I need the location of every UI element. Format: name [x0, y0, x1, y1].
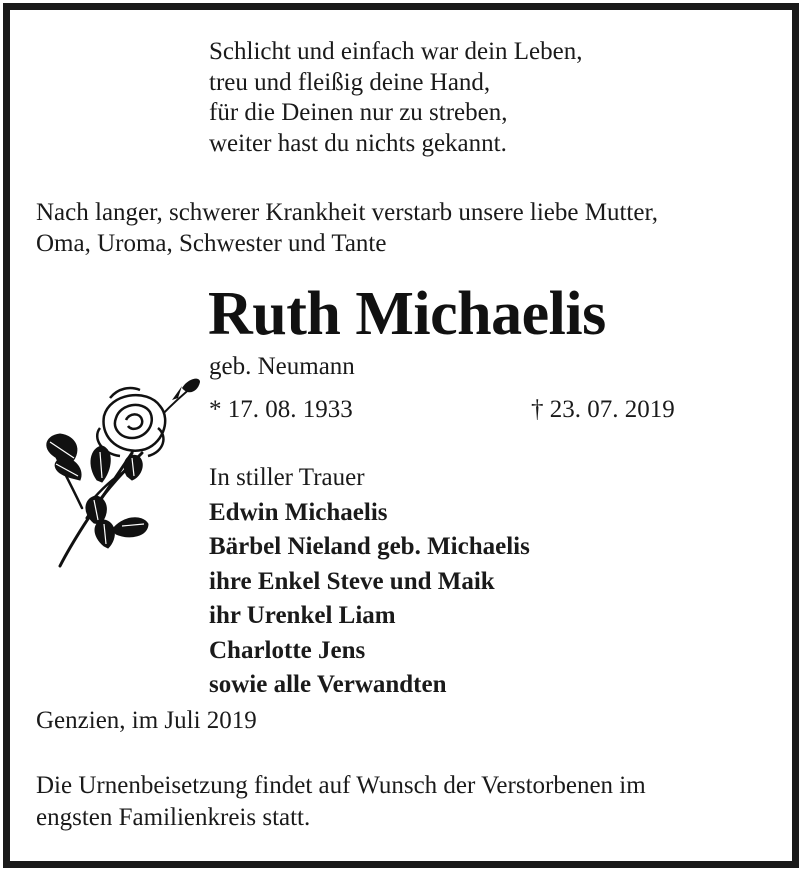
mourner-name: Charlotte Jens — [209, 636, 366, 664]
mourners-block — [209, 461, 530, 703]
notice-line: Die Urnenbeisetzung findet auf Wunsch der Verstorbenen im — [36, 772, 646, 799]
mourner-name: sowie alle Verwandten — [209, 671, 447, 698]
intro-text — [36, 197, 658, 259]
notice-line: engsten Familienkreis statt. — [36, 803, 311, 831]
burial-notice — [36, 770, 646, 833]
rose-icon — [32, 358, 202, 573]
poem — [209, 37, 582, 159]
obituary-frame — [3, 3, 799, 868]
poem-line: weiter hast du nichts gekannt. — [209, 129, 507, 157]
mourner-name: ihr Urenkel Liam — [209, 602, 396, 629]
maiden-name: geb. Neumann — [209, 353, 355, 380]
poem-line: Schlicht und einfach war dein Leben, — [209, 38, 583, 65]
deceased-name: Ruth Michaelis — [208, 280, 606, 348]
intro-line: Nach langer, schwerer Krankheit verstarb unsere liebe Mutter, — [36, 199, 659, 226]
death-date: † 23. 07. 2019 — [531, 396, 675, 423]
mourners-heading: In stiller Trauer — [209, 464, 365, 491]
birth-date: * 17. 08. 1933 — [209, 396, 353, 423]
poem-line: treu und fleißig deine Hand, — [209, 68, 491, 96]
place-date: Genzien, im Juli 2019 — [36, 707, 257, 734]
poem-line: für die Deinen nur zu streben, — [209, 99, 508, 126]
mourner-name: Edwin Michaelis — [209, 498, 388, 526]
mourner-name: Bärbel Nieland geb. Michaelis — [209, 533, 530, 560]
mourner-name: ihre Enkel Steve und Maik — [209, 567, 495, 595]
intro-line: Oma, Uroma, Schwester und Tante — [36, 230, 387, 257]
